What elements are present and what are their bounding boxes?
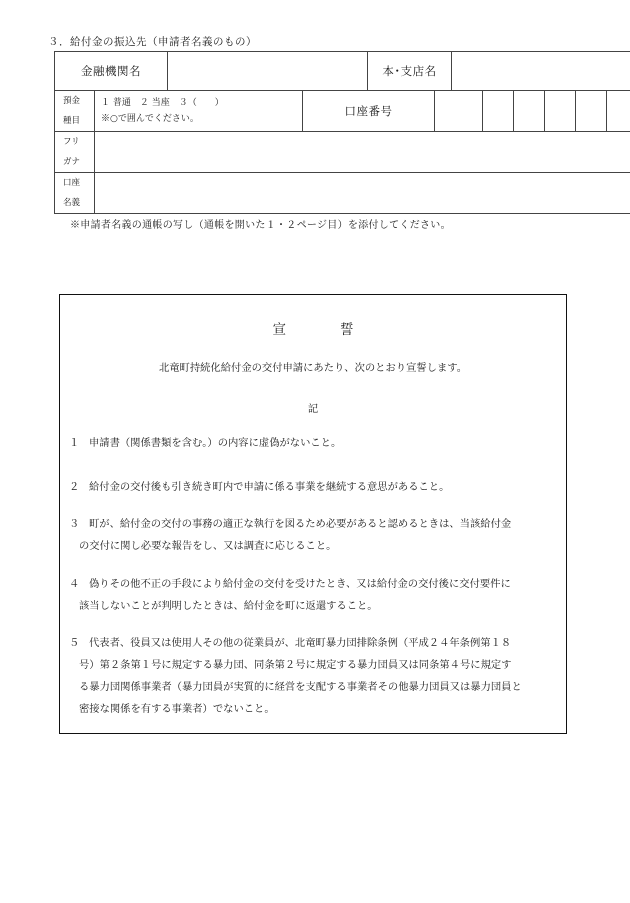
bank-account-table	[54, 51, 630, 214]
oath-item-text: 申請書（関係書類を含む。）の内容に虚偽がないこと。	[89, 437, 342, 449]
oath-item-text: 号）第２条第１号に規定する暴力団、同条第２号に規定する暴力団員又は同条第４号に規定す	[79, 659, 512, 671]
oath-item-4	[69, 573, 557, 617]
account-number-digit-3[interactable]	[514, 91, 545, 132]
oath-item-text: 町が、給付金の交付の事務の適正な執行を図るため必要があると認めるときは、当該給付金	[89, 518, 512, 530]
oath-title: 宣誓	[272, 322, 408, 338]
oath-item-text: 給付金の交付後も引き続き町内で申請に係る事業を継続する意思があること。	[89, 481, 450, 493]
oath-ki: 記	[307, 403, 319, 415]
furigana-label-line2: ガナ	[63, 157, 81, 167]
oath-box	[59, 294, 567, 734]
account-number-digit-6[interactable]	[607, 91, 630, 132]
oath-item-2	[69, 476, 557, 498]
furigana-field[interactable]	[95, 132, 630, 173]
account-number-label: 口座番号	[303, 91, 435, 132]
account-number-digit-4[interactable]	[545, 91, 576, 132]
furigana-label	[55, 132, 95, 173]
deposit-type-label	[55, 91, 95, 132]
account-name-label-line2: 名義	[63, 198, 81, 208]
oath-item-number: ５	[69, 637, 80, 649]
oath-item-text: 偽りその他不正の手段により給付金の交付を受けたとき、又は給付金の交付後に交付要件に	[89, 578, 511, 590]
furigana-label-line1: フリ	[63, 137, 80, 147]
oath-item-5	[69, 632, 557, 720]
oath-item-number: ４	[69, 578, 80, 590]
account-number-digit-2[interactable]	[483, 91, 514, 132]
branch-name-label: 本･支店名	[368, 52, 452, 91]
oath-item-number: ３	[69, 518, 80, 530]
account-number-digit-1[interactable]	[435, 91, 483, 132]
deposit-type-label-line2: 種目	[63, 116, 81, 126]
oath-item-text: 密接な関係を有する事業者）でないこと。	[79, 703, 275, 715]
oath-item-1	[69, 432, 557, 454]
oath-item-text: 代表者、役員又は使用人その他の従業員が、北竜町暴力団排除条例（平成２４年条例第１８	[89, 637, 512, 649]
account-name-label	[55, 173, 95, 214]
oath-item-text: 該当しないことが判明したときは、給付金を町に返還すること。	[79, 600, 378, 612]
account-name-label-line1: 口座	[63, 178, 81, 188]
account-name-field[interactable]	[95, 173, 630, 214]
oath-item-number: ２	[69, 481, 80, 493]
oath-item-text: の交付に関し必要な報告をし、又は調査に応じること。	[79, 540, 337, 552]
section-title: ３．給付金の振込先（申請者名義のもの）	[48, 36, 257, 48]
bank-name-field[interactable]	[168, 52, 368, 91]
account-number-digit-5[interactable]	[576, 91, 607, 132]
oath-intro: 北竜町持続化給付金の交付申請にあたり、次のとおり宣誓します。	[158, 362, 468, 374]
oath-item-text: る暴力団関係事業者（暴力団員が実質的に経営を支配する事業者その他暴力団員又は暴力団員と	[79, 681, 522, 693]
branch-name-field[interactable]	[452, 52, 630, 91]
oath-item-number: １	[69, 437, 80, 449]
deposit-type-field[interactable]	[95, 91, 303, 132]
passbook-note: ※申請者名義の通帳の写し（通帳を開いた１・２ページ目）を添付してください。	[70, 220, 451, 231]
deposit-type-label-line1: 預金	[63, 96, 81, 106]
oath-item-3	[69, 513, 557, 557]
bank-name-label: 金融機関名	[55, 52, 168, 91]
deposit-type-options: １ 普通 ２ 当座 ３（ ）	[101, 98, 224, 108]
deposit-type-note: ※○で囲んでください。	[101, 114, 199, 124]
